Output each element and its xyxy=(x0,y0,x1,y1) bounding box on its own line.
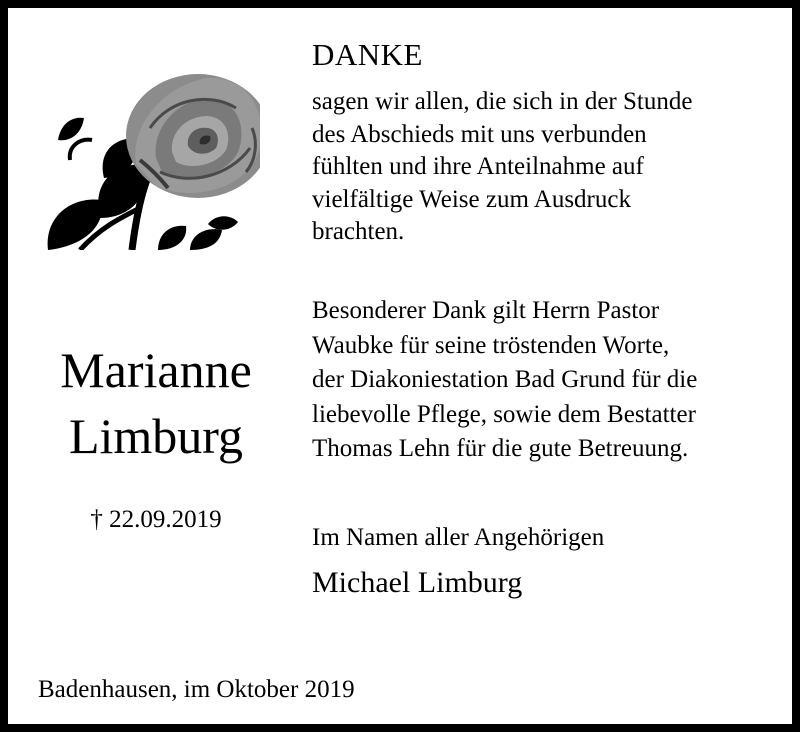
special-line: Waubke für seine tröstenden Worte, xyxy=(312,331,670,359)
heading: DANKE xyxy=(312,37,423,72)
thanks-line: sagen wir allen, die sich in der Stunde xyxy=(312,88,693,115)
death-date: † 22.09.2019 xyxy=(90,506,222,533)
special-line: der Diakoniestation Bad Grund für die xyxy=(312,366,698,393)
special-line: Besonderer Dank gilt Herrn Pastor xyxy=(312,297,660,324)
special-line: Thomas Lehn für die gute Betreuung. xyxy=(312,435,689,462)
thanks-paragraph xyxy=(312,86,782,249)
thanks-line: fühlten und ihre Anteilnahme auf xyxy=(312,153,644,181)
place-and-date: Badenhausen, im Oktober 2019 xyxy=(38,676,355,703)
on-behalf-text: Im Namen aller Angehörigen xyxy=(312,524,605,551)
rose-icon xyxy=(40,68,260,250)
signer-name: Michael Limburg xyxy=(312,566,523,599)
special-thanks-paragraph xyxy=(312,294,782,467)
deceased-first-name: Marianne xyxy=(60,342,252,398)
deceased-last-name: Limburg xyxy=(68,408,244,464)
thanks-line: des Abschieds mit uns verbunden xyxy=(312,120,647,148)
special-line: liebevolle Pflege, sowie dem Bestatter xyxy=(312,400,696,428)
thanks-line: vielfältige Weise zum Ausdruck xyxy=(312,185,631,213)
thanks-line: brachten. xyxy=(312,218,405,246)
